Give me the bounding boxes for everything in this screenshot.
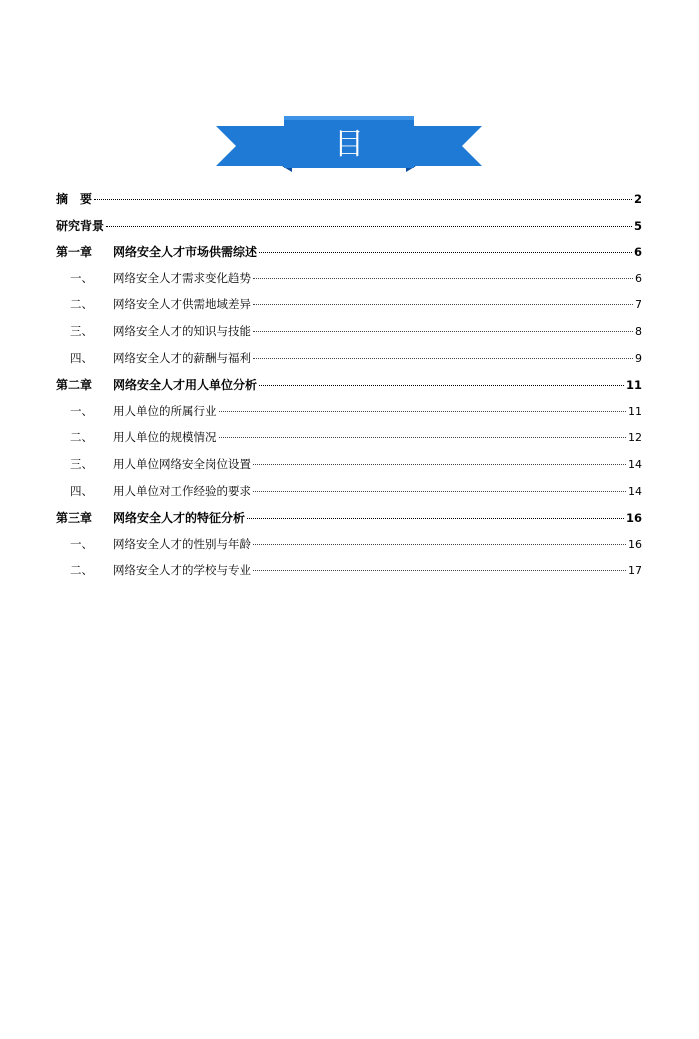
toc-entry[interactable] (56, 403, 642, 430)
toc-leader-dots (219, 437, 627, 438)
toc-leader-dots (253, 331, 633, 332)
toc-leader-dots (94, 199, 632, 200)
toc-entry-label: 用人单位的所属行业 (113, 403, 217, 418)
ribbon-center-highlight (284, 116, 414, 120)
toc-entry-number: 一、 (70, 536, 93, 551)
toc-entry[interactable] (56, 243, 642, 270)
toc-entry-page-number: 16 (625, 511, 642, 526)
toc-entry-number: 二、 (70, 297, 93, 312)
toc-leader-dots (247, 518, 624, 519)
toc-leader-dots (253, 570, 626, 571)
toc-entry-page-number: 8 (635, 324, 642, 338)
toc-entry-label: 用人单位对工作经验的要求 (113, 483, 251, 498)
toc-entry[interactable] (56, 509, 642, 536)
toc-entry-label: 摘 要 (56, 192, 93, 206)
toc-entry-page-number: 7 (635, 298, 642, 312)
toc-entry-label: 网络安全人才需求变化趋势 (113, 270, 251, 285)
toc-entry-page-number: 16 (628, 537, 642, 551)
ribbon-right-tail (406, 126, 482, 166)
toc-entry[interactable] (56, 429, 642, 456)
toc-entry[interactable] (56, 483, 642, 510)
toc-entry-page-number: 2 (633, 192, 642, 206)
toc-entry-page-number: 5 (633, 218, 642, 233)
toc-entry[interactable] (56, 350, 642, 377)
toc-entry-page-number: 11 (628, 404, 642, 418)
toc-leader-dots (253, 491, 626, 492)
toc-entry-number: 二、 (70, 563, 93, 578)
toc-entry-number: 第一章 (56, 245, 93, 260)
toc-entry[interactable] (56, 217, 642, 244)
toc-entry-page-number: 12 (628, 431, 642, 445)
toc-leader-dots (259, 252, 632, 253)
toc-entry-page-number: 6 (635, 271, 642, 285)
toc-entry-label: 用人单位的规模情况 (113, 430, 217, 445)
toc-entry-page-number: 6 (633, 245, 642, 260)
toc-leader-dots (253, 278, 633, 279)
toc-entry-label: 用人单位网络安全岗位设置 (113, 456, 251, 471)
toc-leader-dots (253, 304, 633, 305)
toc-entry-number: 一、 (70, 270, 93, 285)
toc-entry-label: 研究背景 (56, 218, 105, 233)
toc-entry-label: 网络安全人才的学校与专业 (113, 563, 251, 578)
toc-leader-dots (253, 464, 626, 465)
toc-entry[interactable] (56, 376, 642, 403)
toc-entry-number: 三、 (70, 323, 93, 338)
toc-entry-number: 三、 (70, 456, 93, 471)
toc-entry-page-number: 14 (628, 484, 642, 498)
toc-entry-label: 网络安全人才供需地域差异 (113, 297, 251, 312)
page-title: 目 录 (321, 127, 390, 204)
toc-entry[interactable] (56, 536, 642, 563)
toc-entry-label: 网络安全人才的特征分析 (113, 511, 246, 526)
toc-leader-dots (106, 226, 632, 227)
toc-leader-dots (259, 385, 624, 386)
toc-entry[interactable] (56, 456, 642, 483)
title-banner (214, 116, 484, 204)
toc-leader-dots (219, 411, 627, 412)
toc-leader-dots (253, 544, 626, 545)
toc-entry-page-number: 14 (628, 457, 642, 471)
toc-entry-number: 四、 (70, 350, 93, 365)
toc-entry[interactable] (56, 296, 642, 323)
toc-entry-label: 网络安全人才的知识与技能 (113, 323, 251, 338)
ribbon-left-tail (216, 126, 292, 166)
toc-entry[interactable] (56, 190, 642, 217)
toc-entry-number: 第三章 (56, 511, 93, 526)
toc-leader-dots (253, 358, 633, 359)
toc-entry-page-number: 17 (628, 564, 642, 578)
toc-entry-label: 网络安全人才的薪酬与福利 (113, 350, 251, 365)
toc-entry-number: 第二章 (56, 378, 93, 393)
toc-entry[interactable] (56, 270, 642, 297)
toc-entry-label: 网络安全人才市场供需综述 (113, 245, 258, 260)
toc-entry[interactable] (56, 562, 642, 589)
toc-entry-page-number: 11 (625, 378, 642, 393)
table-of-contents (56, 190, 642, 589)
toc-entry[interactable] (56, 323, 642, 350)
toc-entry-number: 二、 (70, 430, 93, 445)
toc-entry-number: 四、 (70, 483, 93, 498)
toc-entry-number: 一、 (70, 403, 93, 418)
toc-entry-page-number: 9 (635, 351, 642, 365)
toc-entry-label: 网络安全人才的性别与年龄 (113, 536, 251, 551)
toc-entry-label: 网络安全人才用人单位分析 (113, 378, 258, 393)
